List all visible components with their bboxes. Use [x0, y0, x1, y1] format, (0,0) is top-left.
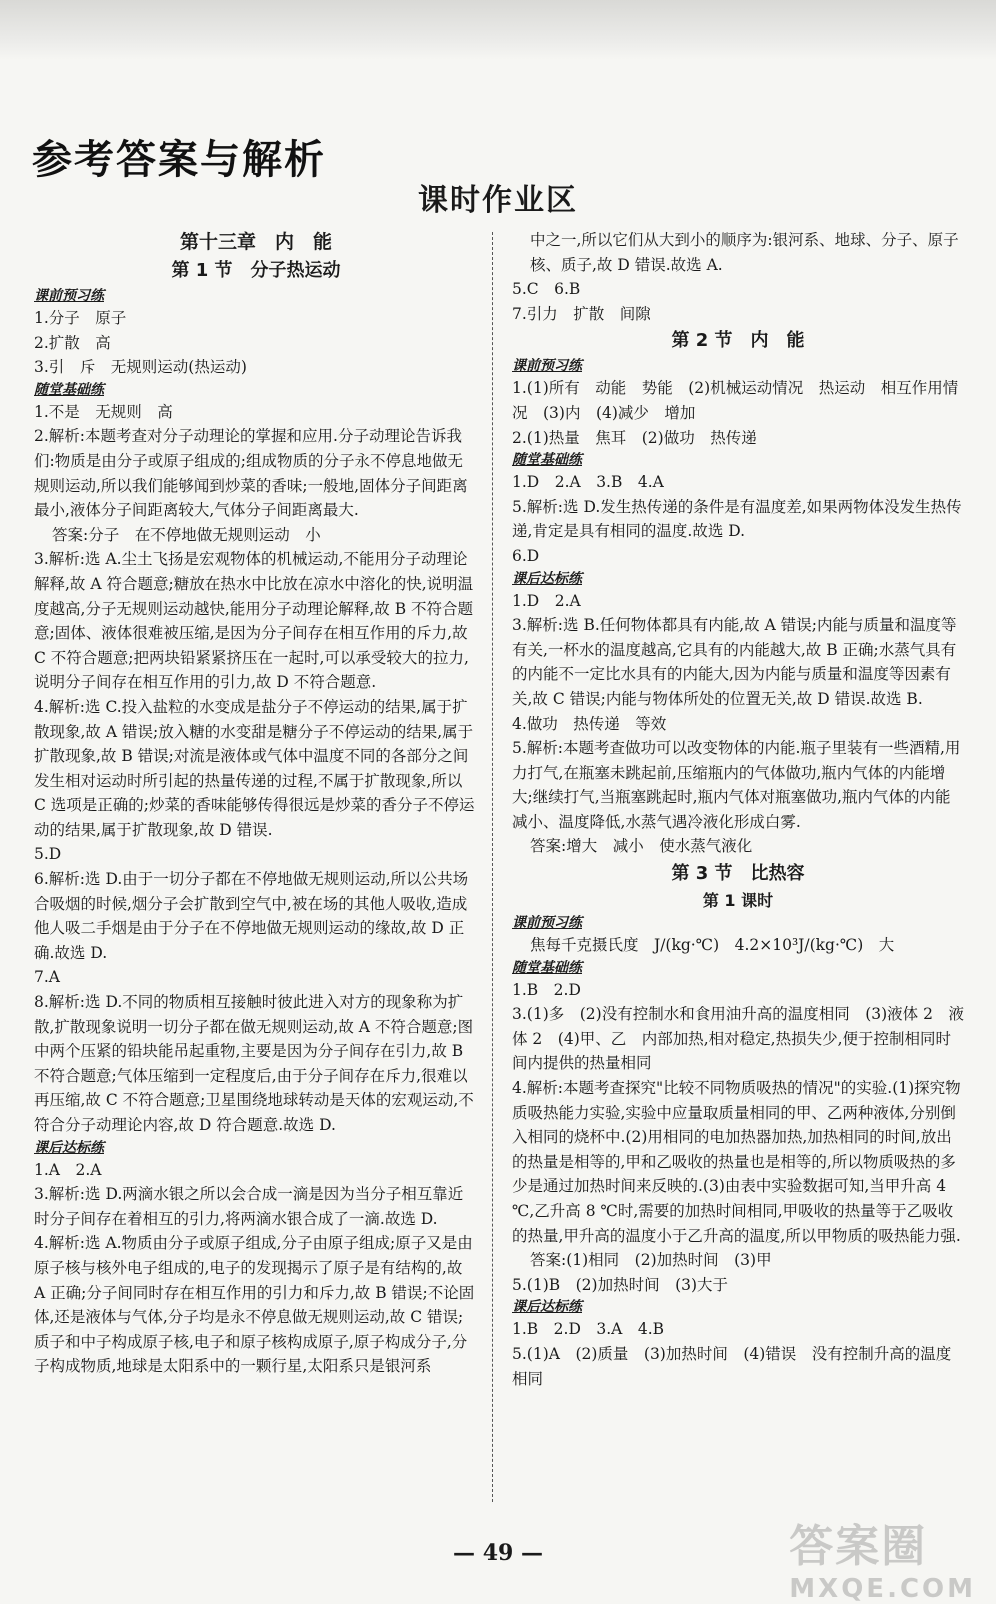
- answer-line: 5.D: [34, 845, 62, 864]
- answer-line: 4.做功 热传递 等效: [512, 714, 667, 733]
- lesson-heading: 第 1 课时: [702, 891, 774, 911]
- answer-line: 6.D: [512, 546, 540, 565]
- page-number: — 49 —: [453, 1540, 543, 1566]
- answer-line: 3.解析:选 B.任何物体都具有内能,故 A 错误;内能与质量和温度等有关,一杯水的温度越高,它具有的内能越大,故 B 正确;水蒸气具有的内能不一定比水具有的内能大,因为内能与质量和温度等因素有关,故 C 错误;内能与物体所处的位置无关,故 D 错误.故选 B.: [512, 616, 957, 708]
- answer-line: 7.引力 扩散 间隙: [512, 304, 651, 323]
- answer-line: 1.分子 原子: [34, 309, 127, 327]
- answer-line: 1.(1)所有 动能 势能 (2)机械运动情况 热运动 相互作用情况 (3)内 (4)减少 增加: [512, 379, 959, 422]
- section-heading: 第 3 节 比热容: [671, 863, 805, 885]
- exercise-label: 课前预习练: [512, 358, 582, 375]
- answer-line: 答案:分子 在不停地做无规则运动 小: [52, 525, 321, 544]
- answer-line: 3.(1)多 (2)没有控制水和食用油升高的温度相同 (3)液体 2 液体 2 (4)甲、乙 内部加热,相对稳定,热损失少,便于控制相同时间内提供的热量相同: [512, 1005, 964, 1073]
- answer-line: 焦每千克摄氏度 J/(kg·℃) 4.2×10³J/(kg·℃) 大: [530, 936, 895, 955]
- answer-line: 1.不是 无规则 高: [34, 402, 173, 421]
- watermark-logo: [789, 1510, 976, 1604]
- exercise-label: 课后达标练: [512, 570, 582, 587]
- answer-line: 答案:(1)相同 (2)加热时间 (3)甲: [530, 1251, 772, 1270]
- answer-line: 1.A 2.A: [34, 1160, 102, 1179]
- section-heading: 第 2 节 内 能: [671, 330, 805, 352]
- exercise-label: 随堂基础练: [512, 959, 582, 976]
- column-divider: [492, 232, 493, 1502]
- section-title: 课时作业区: [418, 183, 578, 218]
- answer-line: 4.解析:选 A.物质由分子或原子组成,分子由原子组成;原子又是由原子核与核外电子组成的,电子的发现揭示了原子是有结构的,故 A 正确;分子间同时存在相互作用的引力和斥力,故 B 错误;不论固体,还是液体与气体,分子均是永不停息做无规则运动,故 C 错误;质子和中子构成原子核,电子和原子核构成原子,原子构成分子,分子构成物质,地球是太阳系中的一颗行星,太阳系只是银河系: [34, 1234, 475, 1376]
- answer-line: 中之一,所以它们从大到小的顺序为:银河系、地球、分子、原子核、质子,故 D 错误.故选 A.: [530, 231, 959, 274]
- answer-line: 5.(1)A (2)质量 (3)加热时间 (4)错误 没有控制升高的温度相同: [512, 1344, 952, 1388]
- answer-line: 5.C 6.B: [512, 280, 581, 299]
- answer-line: 答案:增大 减小 使水蒸气液化: [530, 837, 753, 856]
- exercise-label: 课前预习练: [34, 288, 104, 304]
- answer-line: 2.(1)热量 焦耳 (2)做功 热传递: [512, 428, 757, 447]
- answer-line: 1.B 2.D: [512, 980, 581, 999]
- answer-line: 1.D 2.A: [512, 591, 581, 610]
- answer-line: 1.D 2.A 3.B 4.A: [512, 473, 664, 492]
- answer-line: 7.A: [34, 968, 60, 987]
- answer-line: 3.引 斥 无规则运动(热运动): [34, 358, 247, 377]
- answer-line: 5.解析:本题考查做功可以改变物体的内能.瓶子里装有一些酒精,用力打气,在瓶塞未跳起前,压缩瓶内的气体做功,瓶内气体的内能增大;继续打气,当瓶塞跳起时,瓶内气体对瓶塞做功,瓶内气体的内能减小、温度降低,水蒸气遇冷液化形成白雾.: [512, 739, 961, 831]
- answer-line: 5.解析:选 D.发生热传递的条件是有温度差,如果两物体没发生热传递,肯定是具有相同的温度.故选 D.: [512, 497, 962, 541]
- right-column: [512, 228, 964, 1391]
- chapter-heading: 第十三章 内 能: [179, 231, 332, 253]
- answer-line: 5.(1)B (2)加热时间 (3)大于: [512, 1275, 729, 1294]
- exercise-label: 课后达标练: [512, 1299, 582, 1316]
- answer-line: 1.B 2.D 3.A 4.B: [512, 1320, 665, 1339]
- answer-line: 4.解析:选 C.投入盐粒的水变成是盐分子不停运动的结果,属于扩散现象,故 A 错误;放入糖的水变甜是糖分子不停运动的结果,属于扩散现象,故 B 错误;对流是液体或气体中温度不同的各部分之间发生相对运动时所引起的热量传递的过程,不属于扩散现象,所以 C 选项是正确的;炒菜的香味能够传得很远是炒菜的香分子不停运动的结果,属于扩散现象,故 D 错误.: [34, 697, 475, 839]
- answer-line: 2.解析:本题考查对分子动理论的掌握和应用.分子动理论告诉我们:物质是由分子或原子组成的;组成物质的分子永不停息地做无规则运动,所以我们能够闻到炒菜的香味;一般地,固体分子间距离最小,液体分子间距离较大,气体分子间距离最大.: [34, 427, 468, 520]
- exercise-label: 课后达标练: [34, 1139, 104, 1156]
- answer-line: 4.解析:本题考查探究"比较不同物质吸热的情况"的实验.(1)探究物质吸热能力实验,实验中应量取质量相同的甲、乙两种液体,分别倒入相同的烧杯中.(2)用相同的电加热器加热,加热相同的时间,放出的热量是相等的,甲和乙吸收的热量也是相等的,所以物质吸热的多少是通过加热时间来反映的.(3)由表中实验数据可知,当甲升高 4 ℃,乙升高 8 ℃时,需要的加热时间相同,甲吸收的热量等于乙吸收的热量,甲升高的温度小于乙升高的温度,所以甲物质的吸热能力强.: [512, 1079, 961, 1245]
- watermark-url: MXQE.COM: [789, 1574, 976, 1604]
- scan-top-band: [0, 0, 996, 60]
- answer-line: 3.解析:选 D.两滴水银之所以会合成一滴是因为当分子相互靠近时分子间存在着相互的引力,将两滴水银合成了一滴.故选 D.: [34, 1185, 464, 1228]
- page-title: 参考答案与解析: [32, 137, 326, 183]
- answer-line: 6.解析:选 D.由于一切分子都在不停地做无规则运动,所以公共场合吸烟的时候,烟分子会扩散到空气中,被在场的其他人吸收,造成他人吸二手烟是由于分子在不停地做无规则运动的缘故,故 D 正确.故选 D.: [34, 870, 469, 962]
- watermark-text: 答案圈: [789, 1521, 928, 1572]
- left-column: [34, 228, 478, 1379]
- exercise-label: 随堂基础练: [34, 381, 104, 398]
- exercise-label: 随堂基础练: [512, 452, 582, 469]
- exercise-label: 课前预习练: [512, 915, 582, 932]
- answer-line: 3.解析:选 A.尘土飞扬是宏观物体的机械运动,不能用分子动理论解释,故 A 符合题意;糖放在热水中比放在凉水中溶化的快,说明温度越高,分子无规则运动越快,能用分子动理论解释,故 B 不符合题意;固体、液体很难被压缩,是因为分子间存在相互作用的斥力,故 C 不符合题意;把两块铅紧紧挤压在一起时,可以承受较大的拉力,说明分子间存在相互作用的引力,故 D 不符合题意.: [34, 550, 474, 692]
- answer-line: 2.扩散 高: [34, 333, 111, 352]
- answer-line: 8.解析:选 D.不同的物质相互接触时彼此进入对方的现象称为扩散,扩散现象说明一切分子都在做无规则运动,故 A 不符合题意;图中两个压紧的铅块能吊起重物,主要是因为分子间存在引力,故 B 不符合题意;气体压缩到一定程度后,由于分子间存在斥力,很难以再压缩,故 C 不符合题意;卫星围绕地球转动是天体的宏观运动,不符合分子动理论内容,故 D 符合题意.故选 D.: [34, 993, 474, 1134]
- section-heading: 第 1 节 分子热运动: [171, 260, 341, 281]
